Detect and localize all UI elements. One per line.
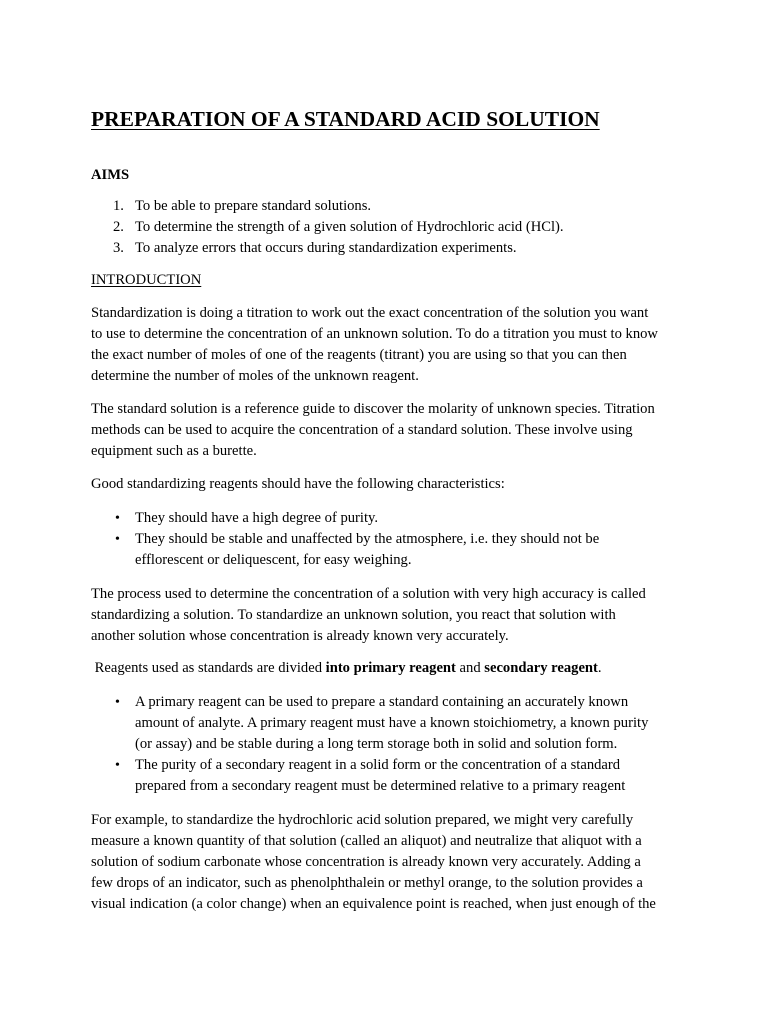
characteristics-item — [91, 508, 679, 529]
text-line: the exact number of moles of one of the reagents (titrant) you are using so that you can then — [91, 347, 627, 363]
text-line: The purity of a secondary reagent in a solid form or the concentration of a standard — [135, 757, 621, 773]
intro-paragraph-4 — [91, 584, 679, 647]
aims-list — [91, 196, 679, 259]
text-line: methods can be used to acquire the concentration of a standard solution. These involve using — [91, 422, 633, 438]
text-line: The process used to determine the concentration of a solution with very high accuracy is called — [91, 586, 646, 602]
text-line: visual indication (a color change) when an equivalence point is reached, when just enough of the — [91, 896, 656, 912]
characteristics-item — [91, 529, 679, 571]
aims-item — [91, 217, 679, 238]
intro-paragraph-1 — [91, 303, 679, 387]
text-line: For example, to standardize the hydrochloric acid solution prepared, we might very carefully — [91, 812, 634, 828]
text-line: to use to determine the concentration of an unknown solution. To do a titration you must to know — [91, 326, 658, 342]
text-span: Reagents used as standards are divided — [91, 660, 326, 676]
intro-paragraph-6 — [91, 810, 679, 915]
aims-item-number: 1. — [113, 198, 124, 214]
intro-paragraph-5 — [91, 658, 679, 679]
text-span: . — [597, 660, 602, 676]
text-line: They should be stable and unaffected by the atmosphere, i.e. they should not be — [135, 531, 600, 547]
bullet-icon: • — [115, 695, 120, 710]
text-line: A primary reagent can be used to prepare a standard containing an accurately known — [135, 694, 629, 710]
bullet-icon: • — [115, 758, 120, 773]
text-line: few drops of an indicator, such as phenolphthalein or methyl orange, to the solution provides a — [91, 875, 643, 891]
text-line: Standardization is doing a titration to work out the exact concentration of the solution you want — [91, 305, 649, 321]
text-span: and — [455, 660, 485, 676]
aims-heading: AIMS — [91, 167, 130, 183]
reagents-item — [91, 755, 679, 797]
characteristics-list — [91, 508, 679, 571]
aims-item-number: 3. — [113, 240, 124, 256]
aims-item — [91, 238, 679, 259]
text-line: Good standardizing reagents should have the following characteristics: — [91, 476, 505, 492]
bullet-icon: • — [115, 532, 120, 547]
bullet-icon: • — [115, 511, 120, 526]
text-line: equipment such as a burette. — [91, 443, 257, 459]
primary-reagent-term: into primary reagent — [325, 660, 456, 676]
text-line: amount of analyte. A primary reagent must have a known stoichiometry, a known purity — [135, 715, 649, 731]
text-line: standardizing a solution. To standardize an unknown solution, you react that solution with — [91, 607, 616, 623]
document-title: PREPARATION OF A STANDARD ACID SOLUTION — [91, 107, 600, 131]
intro-paragraph-3 — [91, 474, 679, 495]
text-line: determine the number of moles of the unknown reagent. — [91, 368, 419, 384]
text-line: solution of sodium carbonate whose concentration is already known very accurately. Adding a — [91, 854, 641, 870]
reagents-list — [91, 692, 679, 797]
text-line: The standard solution is a reference guide to discover the molarity of unknown species. Titration — [91, 401, 655, 417]
aims-item-number: 2. — [113, 219, 124, 235]
aims-item — [91, 196, 679, 217]
text-line: (or assay) and be stable during a long term storage both in solid and solution form. — [135, 736, 618, 752]
introduction-heading: INTRODUCTION — [91, 272, 202, 288]
text-line: another solution whose concentration is already known very accurately. — [91, 628, 509, 644]
text-line: prepared from a secondary reagent must be determined relative to a primary reagent — [135, 778, 626, 794]
reagents-item — [91, 692, 679, 755]
aims-item-text: To analyze errors that occurs during standardization experiments. — [135, 240, 517, 256]
intro-paragraph-2 — [91, 399, 679, 462]
aims-item-text: To be able to prepare standard solutions. — [135, 198, 372, 214]
aims-item-text: To determine the strength of a given solution of Hydrochloric acid (HCl). — [135, 219, 564, 235]
secondary-reagent-term: secondary reagent — [484, 660, 598, 676]
text-line: They should have a high degree of purity. — [135, 510, 379, 526]
text-line: measure a known quantity of that solution (called an aliquot) and neutralize that aliquot with a — [91, 833, 642, 849]
text-line: efflorescent or deliquescent, for easy weighing. — [135, 552, 412, 568]
